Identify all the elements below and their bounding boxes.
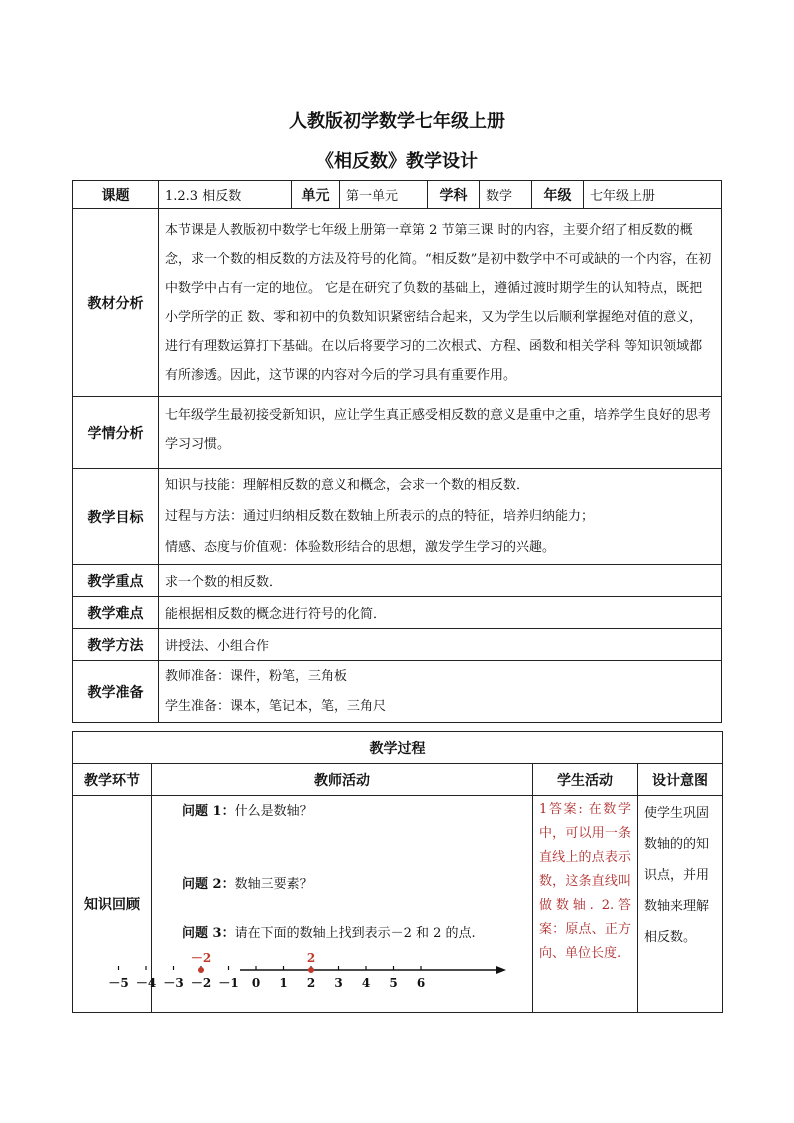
key-point-label: 教学重点 xyxy=(73,565,159,597)
student-analysis-text: 七年级学生最初接受新知识，应让学生真正感受相反数的意义是重中之重，培养学生良好的思考学习习惯。 xyxy=(159,397,722,469)
number-line-tick-label: －5 xyxy=(108,976,129,990)
number-line-point-label-pos: 2 xyxy=(306,951,316,965)
student-activity-text: 1答案: 在数学中，可以用一条直线上的点表示数，这条直线叫做数轴. 2.答案：原点、正方向、单位长度. xyxy=(533,796,638,1013)
preparation-cell xyxy=(159,661,722,723)
document-title: 人教版初学数学七年级上册 xyxy=(289,111,505,132)
analysis-text: 本节课是人教版初中数学七年级上册第一章第 2 节第三课 时的内容，主要介绍了相反数的概念，求一个数的相反数的方法及符号的化简。“相反数”是初中数学中不可或缺的一个内容，在初中数学中占有一定的地位。 它是在研究了负数的基础上，遵循过渡时期学生的认知特点，既把小学所学的正 数、零和初中的负数知识紧密结合起来，又为学生以后顺利掌握绝对值的意义，进行有理数运算打下基础。在以后将要学习的二次根式、方程、函数和相关学科 等知识领域都有所渗透。因此，这节课的内容对今后的学习具有重要作用。 xyxy=(159,209,722,397)
teaching-process-table xyxy=(72,731,723,1013)
method-text: 讲授法、小组合作 xyxy=(159,629,722,661)
analysis-label: 教材分析 xyxy=(73,209,159,397)
goal-knowledge: 知识与技能：理解相反数的意义和概念，会求一个数的相反数． xyxy=(165,478,530,493)
number-line xyxy=(108,948,516,1008)
number-line-tick-label: －4 xyxy=(135,976,157,990)
number-line-tick-label: 0 xyxy=(251,976,261,990)
number-line-tick-label: －3 xyxy=(163,976,184,990)
key-point-text: 求一个数的相反数． xyxy=(159,565,722,597)
grade-value: 七年级上册 xyxy=(584,181,722,209)
goal-label: 教学目标 xyxy=(73,469,159,565)
goal-cell xyxy=(159,469,722,565)
question-1-label: 问题 1： xyxy=(182,804,235,819)
difficulty-label: 教学难点 xyxy=(73,597,159,629)
grade-label: 年级 xyxy=(532,181,584,209)
design-intent-header: 设计意图 xyxy=(638,764,723,796)
subject-label: 学科 xyxy=(428,181,480,209)
goal-process: 过程与方法：通过归纳相反数在数轴上所表示的点的特征，培养归纳能力； xyxy=(165,509,595,524)
subject-value: 数学 xyxy=(480,181,532,209)
number-line-point-pos xyxy=(308,967,314,973)
number-line-point-label-neg: －2 xyxy=(190,951,212,965)
question-2 xyxy=(182,873,313,892)
goal-emotion: 情感、态度与价值观：体验数形结合的思想，激发学生学习的兴趣。 xyxy=(165,540,556,555)
stage-header: 教学环节 xyxy=(73,764,152,796)
number-line-tick-label: 5 xyxy=(389,976,398,990)
question-1-text: 什么是数轴？ xyxy=(234,804,313,819)
lesson-info-table xyxy=(72,180,722,723)
number-line-tick-label: －1 xyxy=(218,976,239,990)
unit-label: 单元 xyxy=(292,181,340,209)
design-intent-text: 使学生巩固数轴的的知识点，并用数轴来理解相反数。 xyxy=(638,796,723,1013)
student-activity-header: 学生活动 xyxy=(533,764,638,796)
topic-label: 课题 xyxy=(73,181,159,209)
number-line-tick-label: 1 xyxy=(279,976,288,990)
document-subtitle: 《相反数》教学设计 xyxy=(316,151,478,172)
number-line-point-neg xyxy=(198,967,204,973)
teacher-preparation: 教师准备：课件，粉笔，三角板 xyxy=(165,668,348,684)
stage-review: 知识回顾 xyxy=(73,796,152,1013)
difficulty-text: 能根据相反数的概念进行符号的化简． xyxy=(159,597,722,629)
number-line-arrow xyxy=(496,966,506,974)
number-line-tick-label: 4 xyxy=(361,976,371,990)
process-title: 教学过程 xyxy=(73,732,723,764)
question-2-label: 问题 2： xyxy=(182,877,235,892)
question-3-label: 问题 3： xyxy=(182,926,235,941)
preparation-label: 教学准备 xyxy=(73,661,159,723)
number-line-tick-label: －2 xyxy=(190,976,212,990)
question-3-text: 请在下面的数轴上找到表示－2 和 2 的点. xyxy=(234,926,476,941)
question-3 xyxy=(182,922,476,941)
number-line-tick-label: 3 xyxy=(334,976,343,990)
topic-value: 1.2.3 相反数 xyxy=(159,181,292,209)
student-preparation: 学生准备：课本，笔记本，笔，三角尺 xyxy=(165,698,387,714)
question-2-text: 数轴三要素？ xyxy=(234,877,313,892)
teacher-activity-header: 教师活动 xyxy=(152,764,533,796)
unit-value: 第一单元 xyxy=(340,181,428,209)
method-label: 教学方法 xyxy=(73,629,159,661)
number-line-tick-label: 6 xyxy=(416,976,426,990)
number-line-tick-label: 2 xyxy=(306,976,316,990)
student-analysis-label: 学情分析 xyxy=(73,397,159,469)
question-1 xyxy=(182,800,313,819)
